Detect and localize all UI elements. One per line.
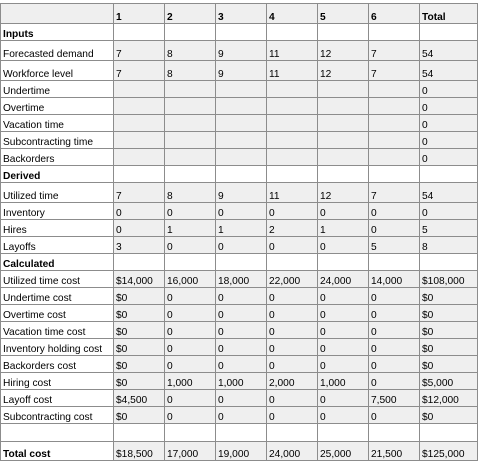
row-label[interactable]: Backorders (1, 149, 114, 166)
table-row (1, 220, 478, 237)
data-cell[interactable]: 0 (165, 390, 216, 407)
spacer-row (1, 424, 478, 442)
data-cell[interactable]: 12 (318, 183, 369, 203)
data-cell[interactable]: 0 (420, 203, 478, 220)
row-label[interactable]: Inventory holding cost (1, 339, 114, 356)
data-cell[interactable]: $0 (114, 305, 165, 322)
row-label[interactable]: Subcontracting cost (1, 407, 114, 424)
table-row (1, 271, 478, 288)
row-label[interactable]: Utilized time cost (1, 271, 114, 288)
data-cell[interactable]: $0 (114, 322, 165, 339)
section-title[interactable]: Derived (1, 166, 114, 183)
empty-cell[interactable] (114, 424, 165, 442)
data-cell[interactable]: 0 (216, 356, 267, 373)
data-cell[interactable]: $0 (420, 322, 478, 339)
row-label[interactable]: Subcontracting time (1, 132, 114, 149)
data-cell[interactable]: 0 (369, 356, 420, 373)
data-cell[interactable]: 0 (267, 203, 318, 220)
header-cell[interactable] (1, 4, 114, 24)
data-cell[interactable]: 54 (420, 183, 478, 203)
data-cell[interactable]: 0 (420, 149, 478, 166)
empty-cell[interactable] (420, 166, 478, 183)
data-cell[interactable] (369, 149, 420, 166)
empty-cell[interactable] (165, 24, 216, 41)
data-cell[interactable]: $0 (420, 356, 478, 373)
data-cell[interactable]: 0 (267, 407, 318, 424)
data-cell[interactable]: 24,000 (318, 271, 369, 288)
empty-cell[interactable] (216, 424, 267, 442)
empty-cell[interactable] (165, 166, 216, 183)
data-cell[interactable]: 0 (318, 322, 369, 339)
data-cell[interactable]: 0 (165, 339, 216, 356)
data-cell[interactable]: 0 (267, 288, 318, 305)
empty-cell[interactable] (267, 166, 318, 183)
data-cell[interactable] (114, 98, 165, 115)
data-cell[interactable]: 0 (267, 356, 318, 373)
data-cell[interactable]: 8 (165, 183, 216, 203)
data-cell[interactable]: $12,000 (420, 390, 478, 407)
row-label[interactable]: Hiring cost (1, 373, 114, 390)
total-label[interactable]: Total cost (1, 442, 114, 461)
empty-cell[interactable] (114, 166, 165, 183)
data-cell[interactable] (216, 149, 267, 166)
data-cell[interactable]: 22,000 (267, 271, 318, 288)
data-cell[interactable]: 0 (165, 407, 216, 424)
row-label[interactable]: Workforce level (1, 61, 114, 81)
data-cell[interactable] (216, 115, 267, 132)
total-cell[interactable]: 19,000 (216, 442, 267, 461)
table-row (1, 149, 478, 166)
data-cell[interactable]: $5,000 (420, 373, 478, 390)
empty-cell[interactable] (318, 24, 369, 41)
data-cell[interactable]: 54 (420, 41, 478, 61)
data-cell[interactable]: 0 (216, 237, 267, 254)
empty-cell[interactable] (165, 424, 216, 442)
data-cell[interactable]: 7 (369, 183, 420, 203)
table-row (1, 132, 478, 149)
data-cell[interactable]: 0 (267, 390, 318, 407)
row-label[interactable]: Utilized time (1, 183, 114, 203)
data-cell[interactable]: $0 (114, 288, 165, 305)
data-cell[interactable]: 0 (165, 237, 216, 254)
data-cell[interactable]: 0 (420, 115, 478, 132)
header-cell[interactable]: 6 (369, 4, 420, 24)
data-cell[interactable]: 8 (165, 41, 216, 61)
data-cell[interactable] (369, 81, 420, 98)
data-cell[interactable]: 54 (420, 61, 478, 81)
row-label[interactable]: Undertime (1, 81, 114, 98)
data-cell[interactable] (318, 81, 369, 98)
data-cell[interactable]: 1,000 (318, 373, 369, 390)
data-cell[interactable]: 8 (420, 237, 478, 254)
data-cell[interactable] (165, 115, 216, 132)
data-cell[interactable]: 8 (165, 61, 216, 81)
table-row (1, 61, 478, 81)
header-row (1, 4, 478, 24)
row-label[interactable]: Inventory (1, 203, 114, 220)
data-cell[interactable]: 2 (267, 220, 318, 237)
data-cell[interactable] (216, 98, 267, 115)
data-cell[interactable] (114, 149, 165, 166)
data-cell[interactable]: 0 (369, 322, 420, 339)
data-cell[interactable]: 7 (114, 61, 165, 81)
empty-cell[interactable] (216, 166, 267, 183)
table-row (1, 41, 478, 61)
data-cell[interactable]: 3 (114, 237, 165, 254)
data-cell[interactable]: 0 (318, 203, 369, 220)
empty-cell[interactable] (369, 424, 420, 442)
data-cell[interactable] (318, 98, 369, 115)
data-cell[interactable]: 0 (165, 322, 216, 339)
empty-cell[interactable] (216, 24, 267, 41)
data-cell[interactable]: 11 (267, 183, 318, 203)
data-cell[interactable]: 1 (318, 220, 369, 237)
data-cell[interactable] (114, 115, 165, 132)
header-cell[interactable]: Total (420, 4, 478, 24)
row-label[interactable]: Layoffs (1, 237, 114, 254)
row-label[interactable]: Vacation time cost (1, 322, 114, 339)
data-cell[interactable]: 0 (369, 305, 420, 322)
empty-cell[interactable] (114, 24, 165, 41)
table-row (1, 237, 478, 254)
data-cell[interactable]: $108,000 (420, 271, 478, 288)
data-cell[interactable]: 0 (420, 132, 478, 149)
empty-cell[interactable] (318, 254, 369, 271)
row-label[interactable]: Vacation time (1, 115, 114, 132)
data-cell[interactable]: 0 (369, 220, 420, 237)
data-cell[interactable] (267, 149, 318, 166)
data-cell[interactable]: 0 (216, 390, 267, 407)
data-cell[interactable]: $0 (114, 339, 165, 356)
data-cell[interactable]: 9 (216, 183, 267, 203)
data-cell[interactable]: $4,500 (114, 390, 165, 407)
data-cell[interactable]: 12 (318, 61, 369, 81)
data-cell[interactable]: 0 (369, 373, 420, 390)
data-cell[interactable]: 0 (267, 339, 318, 356)
header-cell[interactable]: 5 (318, 4, 369, 24)
table-row (1, 98, 478, 115)
empty-cell[interactable] (318, 166, 369, 183)
table-row (1, 183, 478, 203)
spreadsheet-table (0, 3, 478, 461)
data-cell[interactable]: 14,000 (369, 271, 420, 288)
empty-cell[interactable] (420, 254, 478, 271)
data-cell[interactable]: 0 (216, 339, 267, 356)
data-cell[interactable]: 9 (216, 41, 267, 61)
section-row (1, 166, 478, 183)
data-cell[interactable]: 0 (318, 288, 369, 305)
data-cell[interactable]: $14,000 (114, 271, 165, 288)
data-cell[interactable]: 0 (318, 356, 369, 373)
data-cell[interactable] (165, 98, 216, 115)
data-cell[interactable]: 0 (420, 81, 478, 98)
data-cell[interactable]: 1,000 (216, 373, 267, 390)
data-cell[interactable]: 7 (369, 41, 420, 61)
data-cell[interactable]: 0 (369, 203, 420, 220)
row-label[interactable]: Overtime (1, 98, 114, 115)
total-cell[interactable]: $18,500 (114, 442, 165, 461)
section-title[interactable]: Inputs (1, 24, 114, 41)
table-row (1, 339, 478, 356)
data-cell[interactable]: 0 (267, 322, 318, 339)
data-cell[interactable] (114, 81, 165, 98)
data-cell[interactable]: 0 (216, 288, 267, 305)
empty-cell[interactable] (420, 24, 478, 41)
data-cell[interactable]: 5 (369, 237, 420, 254)
data-cell[interactable]: 0 (318, 305, 369, 322)
data-cell[interactable] (165, 132, 216, 149)
row-label[interactable]: Hires (1, 220, 114, 237)
data-cell[interactable] (216, 132, 267, 149)
data-cell[interactable]: 0 (267, 237, 318, 254)
spreadsheet-body (1, 4, 478, 461)
total-cell[interactable]: 17,000 (165, 442, 216, 461)
data-cell[interactable]: 12 (318, 41, 369, 61)
total-cell[interactable]: 21,500 (369, 442, 420, 461)
data-cell[interactable] (369, 115, 420, 132)
data-cell[interactable]: 0 (165, 203, 216, 220)
data-cell[interactable]: 0 (369, 407, 420, 424)
empty-cell[interactable] (369, 24, 420, 41)
data-cell[interactable]: 1,000 (165, 373, 216, 390)
table-row (1, 81, 478, 98)
data-cell[interactable]: 0 (420, 98, 478, 115)
table-row (1, 115, 478, 132)
empty-cell[interactable] (369, 166, 420, 183)
row-label[interactable]: Layoff cost (1, 390, 114, 407)
header-cell[interactable]: 2 (165, 4, 216, 24)
data-cell[interactable]: 5 (420, 220, 478, 237)
data-cell[interactable]: 0 (216, 407, 267, 424)
data-cell[interactable]: 0 (216, 203, 267, 220)
data-cell[interactable] (216, 81, 267, 98)
table-row (1, 288, 478, 305)
data-cell[interactable]: $0 (420, 407, 478, 424)
empty-cell[interactable] (267, 254, 318, 271)
data-cell[interactable] (165, 81, 216, 98)
data-cell[interactable]: 7,500 (369, 390, 420, 407)
data-cell[interactable]: 0 (114, 220, 165, 237)
total-cell[interactable]: 24,000 (267, 442, 318, 461)
table-row (1, 390, 478, 407)
data-cell[interactable]: 2,000 (267, 373, 318, 390)
data-cell[interactable]: 0 (267, 305, 318, 322)
empty-cell[interactable] (318, 424, 369, 442)
data-cell[interactable] (267, 98, 318, 115)
empty-cell[interactable] (114, 254, 165, 271)
data-cell[interactable] (267, 81, 318, 98)
data-cell[interactable]: 0 (114, 203, 165, 220)
total-cell[interactable]: $125,000 (420, 442, 478, 461)
table-row (1, 305, 478, 322)
data-cell[interactable]: 0 (318, 407, 369, 424)
section-title[interactable]: Calculated (1, 254, 114, 271)
data-cell[interactable]: $0 (420, 339, 478, 356)
data-cell[interactable]: 7 (114, 183, 165, 203)
data-cell[interactable]: 0 (318, 390, 369, 407)
data-cell[interactable]: $0 (114, 356, 165, 373)
data-cell[interactable]: 0 (216, 305, 267, 322)
row-label[interactable]: Backorders cost (1, 356, 114, 373)
data-cell[interactable]: 0 (165, 288, 216, 305)
data-cell[interactable]: 7 (369, 61, 420, 81)
data-cell[interactable] (114, 132, 165, 149)
data-cell[interactable]: 1 (216, 220, 267, 237)
table-row (1, 373, 478, 390)
data-cell[interactable] (318, 149, 369, 166)
data-cell[interactable]: 0 (318, 339, 369, 356)
header-cell[interactable]: 3 (216, 4, 267, 24)
section-row (1, 24, 478, 41)
data-cell[interactable]: 0 (165, 305, 216, 322)
total-cell[interactable]: 25,000 (318, 442, 369, 461)
data-cell[interactable]: 11 (267, 41, 318, 61)
header-cell[interactable]: 1 (114, 4, 165, 24)
table-row (1, 356, 478, 373)
empty-cell[interactable] (267, 424, 318, 442)
data-cell[interactable]: $0 (114, 373, 165, 390)
empty-cell[interactable] (1, 424, 114, 442)
data-cell[interactable] (369, 98, 420, 115)
data-cell[interactable]: 1 (165, 220, 216, 237)
data-cell[interactable] (318, 132, 369, 149)
table-row (1, 203, 478, 220)
data-cell[interactable]: $0 (420, 288, 478, 305)
data-cell[interactable]: 0 (165, 356, 216, 373)
data-cell[interactable]: 9 (216, 61, 267, 81)
table-row (1, 407, 478, 424)
data-cell[interactable]: 0 (318, 237, 369, 254)
empty-cell[interactable] (216, 254, 267, 271)
data-cell[interactable] (318, 115, 369, 132)
data-cell[interactable]: 0 (369, 288, 420, 305)
data-cell[interactable]: $0 (114, 407, 165, 424)
data-cell[interactable]: 7 (114, 41, 165, 61)
empty-cell[interactable] (165, 254, 216, 271)
data-cell[interactable] (267, 132, 318, 149)
section-row (1, 254, 478, 271)
data-cell[interactable]: 0 (216, 322, 267, 339)
data-cell[interactable]: 18,000 (216, 271, 267, 288)
data-cell[interactable]: 16,000 (165, 271, 216, 288)
total-row (1, 442, 478, 461)
data-cell[interactable] (165, 149, 216, 166)
header-cell[interactable]: 4 (267, 4, 318, 24)
data-cell[interactable]: 0 (369, 339, 420, 356)
data-cell[interactable]: 11 (267, 61, 318, 81)
table-row (1, 322, 478, 339)
data-cell[interactable] (267, 115, 318, 132)
empty-cell[interactable] (267, 24, 318, 41)
row-label[interactable]: Undertime cost (1, 288, 114, 305)
data-cell[interactable] (369, 132, 420, 149)
data-cell[interactable]: $0 (420, 305, 478, 322)
empty-cell[interactable] (369, 254, 420, 271)
empty-cell[interactable] (420, 424, 478, 442)
row-label[interactable]: Overtime cost (1, 305, 114, 322)
row-label[interactable]: Forecasted demand (1, 41, 114, 61)
